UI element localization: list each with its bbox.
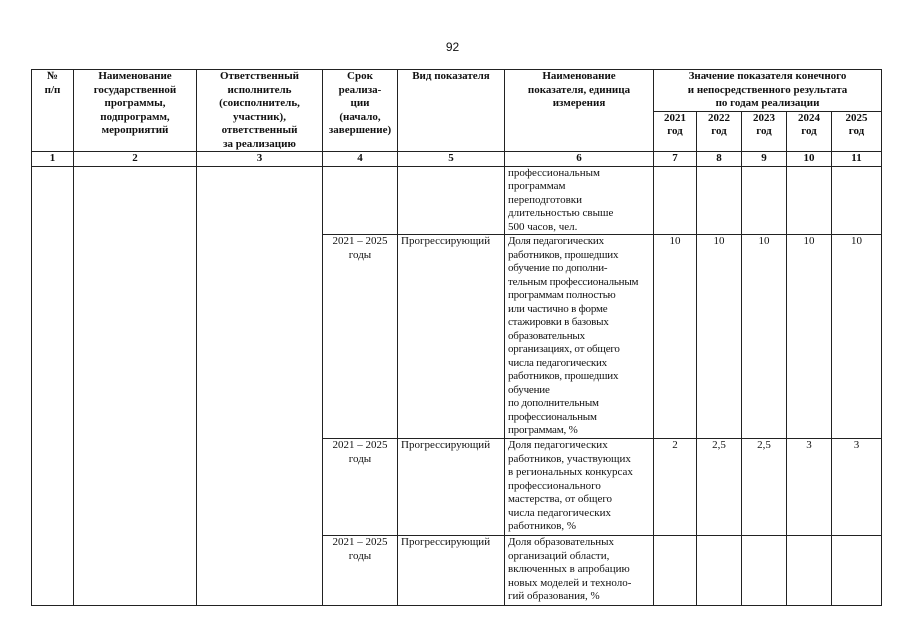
cell-value-2025	[832, 536, 882, 606]
column-numbers-row	[32, 152, 882, 167]
column-number: 2	[74, 152, 197, 167]
header-indicator-kind: Вид показателя	[398, 70, 505, 152]
cell-value-2024: 10	[787, 235, 832, 439]
column-number: 7	[654, 152, 697, 167]
header-executor: Ответственный исполнитель (соисполнитель, участник), ответственный за реализацию	[197, 70, 323, 152]
column-number: 4	[323, 152, 398, 167]
header-year-2024: 2024 год	[787, 111, 832, 151]
column-number: 10	[787, 152, 832, 167]
column-number: 8	[697, 152, 742, 167]
cell-program-name	[74, 166, 197, 606]
cell-indicator-kind	[398, 166, 505, 235]
cell-value-2023: 2,5	[742, 439, 787, 536]
header-number: № п/п	[32, 70, 74, 152]
indicators-table	[31, 69, 882, 606]
column-number: 5	[398, 152, 505, 167]
cell-term	[323, 166, 398, 235]
cell-executor	[197, 166, 323, 606]
cell-term: 2021 – 2025 годы	[323, 536, 398, 606]
column-number: 1	[32, 152, 74, 167]
cell-value-2024	[787, 166, 832, 235]
header-year-2023: 2023 год	[742, 111, 787, 151]
cell-value-2025	[832, 166, 882, 235]
page-number: 92	[445, 40, 460, 54]
cell-value-2021: 10	[654, 235, 697, 439]
cell-value-2025: 3	[832, 439, 882, 536]
header-term: Срок реализа- ции (начало, завершение)	[323, 70, 398, 152]
column-number: 9	[742, 152, 787, 167]
cell-term: 2021 – 2025 годы	[323, 439, 398, 536]
header-values-group: Значение показателя конечного и непосредственного результата по годам реализации	[654, 70, 882, 112]
cell-value-2021	[654, 536, 697, 606]
cell-value-2023	[742, 166, 787, 235]
cell-indicator-kind: Прогрессирующий	[398, 536, 505, 606]
column-number: 11	[832, 152, 882, 167]
cell-value-2021: 2	[654, 439, 697, 536]
cell-indicator-name: Доля педагогических работников, прошедших обучение по дополни- тельным профессиональным программам полностью или частично в форме стажировки в базовых образовательных организациях, от общего числа педагогических работников, прошедших обучение по дополнительным профессиональным программам, %	[505, 235, 654, 439]
cell-value-2022: 10	[697, 235, 742, 439]
cell-term: 2021 – 2025 годы	[323, 235, 398, 439]
table-row	[32, 166, 882, 235]
cell-value-2022	[697, 536, 742, 606]
cell-indicator-name: Доля образовательных организаций области, включенных в апробацию новых моделей и техноло- гий образования, %	[505, 536, 654, 606]
cell-indicator-kind: Прогрессирующий	[398, 439, 505, 536]
header-year-2025: 2025 год	[832, 111, 882, 151]
column-number: 6	[505, 152, 654, 167]
header-year-2021: 2021 год	[654, 111, 697, 151]
cell-value-2021	[654, 166, 697, 235]
header-year-2022: 2022 год	[697, 111, 742, 151]
cell-value-2023: 10	[742, 235, 787, 439]
column-number: 3	[197, 152, 323, 167]
cell-indicator-kind: Прогрессирующий	[398, 235, 505, 439]
header-program-name: Наименование государственной программы, подпрограмм, мероприятий	[74, 70, 197, 152]
cell-value-2022: 2,5	[697, 439, 742, 536]
cell-number	[32, 166, 74, 606]
cell-value-2022	[697, 166, 742, 235]
cell-value-2024	[787, 536, 832, 606]
cell-value-2024: 3	[787, 439, 832, 536]
cell-value-2025: 10	[832, 235, 882, 439]
cell-indicator-name: Доля педагогических работников, участвующих в региональных конкурсах профессионального мастерства, от общего числа педагогических работников, %	[505, 439, 654, 536]
header-indicator-name: Наименование показателя, единица измерения	[505, 70, 654, 152]
cell-value-2023	[742, 536, 787, 606]
cell-indicator-name: профессиональным программам переподготовки длительностью свыше 500 часов, чел.	[505, 166, 654, 235]
